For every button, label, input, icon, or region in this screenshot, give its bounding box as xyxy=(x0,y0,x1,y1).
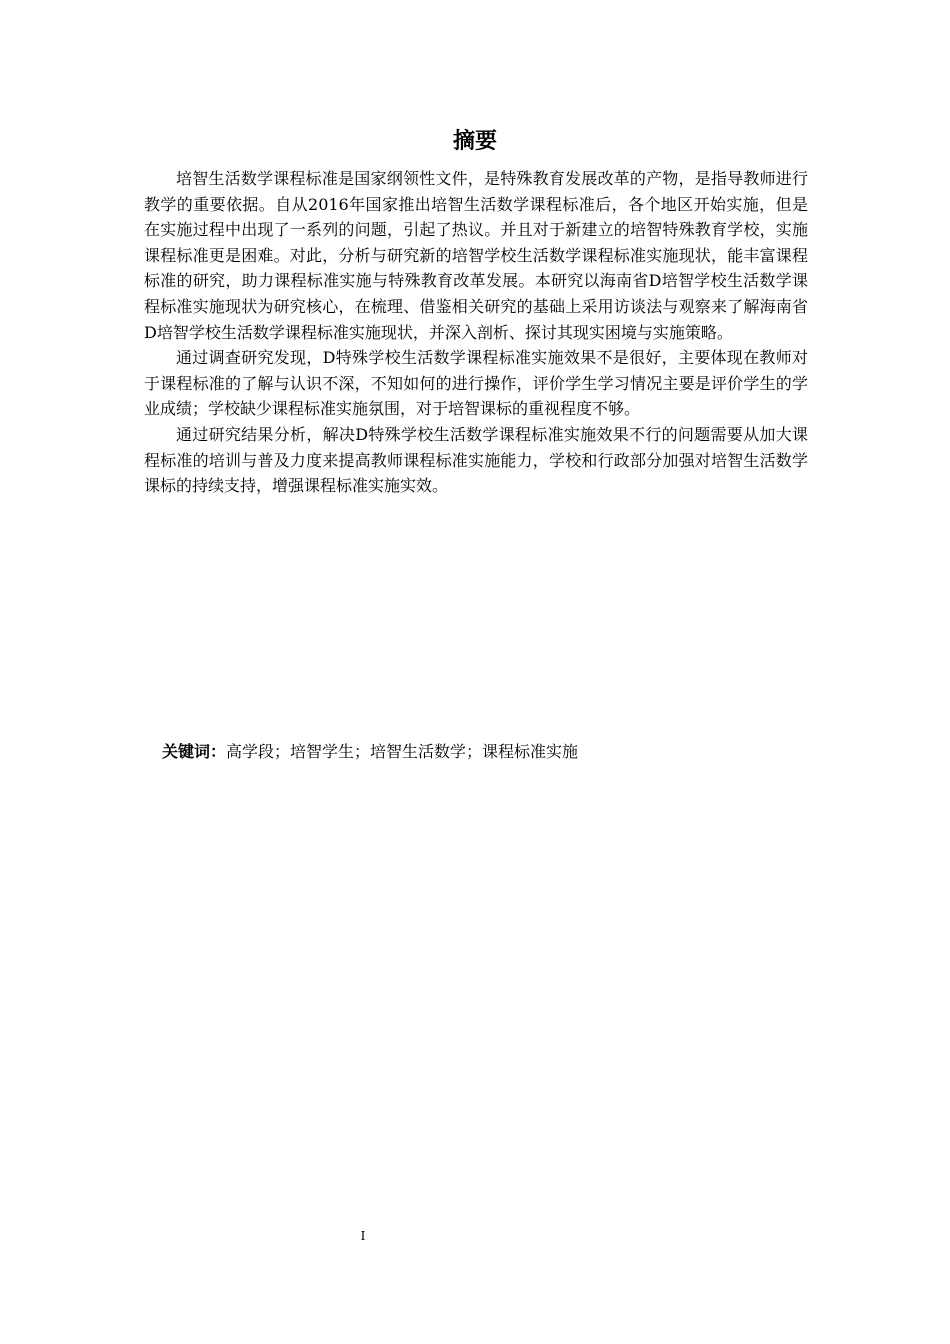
keywords-line xyxy=(162,740,578,764)
page-number: I xyxy=(360,1229,366,1243)
abstract-paragraph-2: 通过调查研究发现，D特殊学校生活数学课程标准实施效果不是很好，主要体现在教师对于课程标准的了解与认识不深，不知如何的进行操作，评价学生学习情况主要是评价学生的学业成绩；学校缺少课程标准实施氛围，对于培智课标的重视程度不够。 xyxy=(144,348,808,419)
keywords-label: 关键词： xyxy=(162,742,227,761)
abstract-paragraph-1: 培智生活数学课程标准是国家纲领性文件，是特殊教育发展改革的产物，是指导教师进行教学的重要依据。自从2016年国家推出培智生活数学课程标准后，各个地区开始实施，但是在实施过程中出现了一系列的问题，引起了热议。并且对于新建立的培智特殊教育学校，实施课程标准更是困难。对此，分析与研究新的培智学校生活数学课程标准实施现状，能丰富课程标准的研究，助力课程标准实施与特殊教育改革发展。本研究以海南省D培智学校生活数学课程标准实施现状为研究核心，在梳理、借鉴相关研究的基础上采用访谈法与观察来了解海南省D培智学校生活数学课程标准实施现状，并深入剖析、探讨其现实困境与实施策略。 xyxy=(144,169,808,342)
abstract-title: 摘要 xyxy=(452,129,497,154)
abstract-body xyxy=(144,166,808,499)
keywords-text: 高学段；培智学生；培智生活数学；课程标准实施 xyxy=(226,742,579,761)
abstract-paragraph-3: 通过研究结果分析，解决D特殊学校生活数学课程标准实施效果不行的问题需要从加大课程标准的培训与普及力度来提高教师课程标准实施能力，学校和行政部分加强对培智生活数学课标的持续支持，增强课程标准实施实效。 xyxy=(144,424,808,496)
